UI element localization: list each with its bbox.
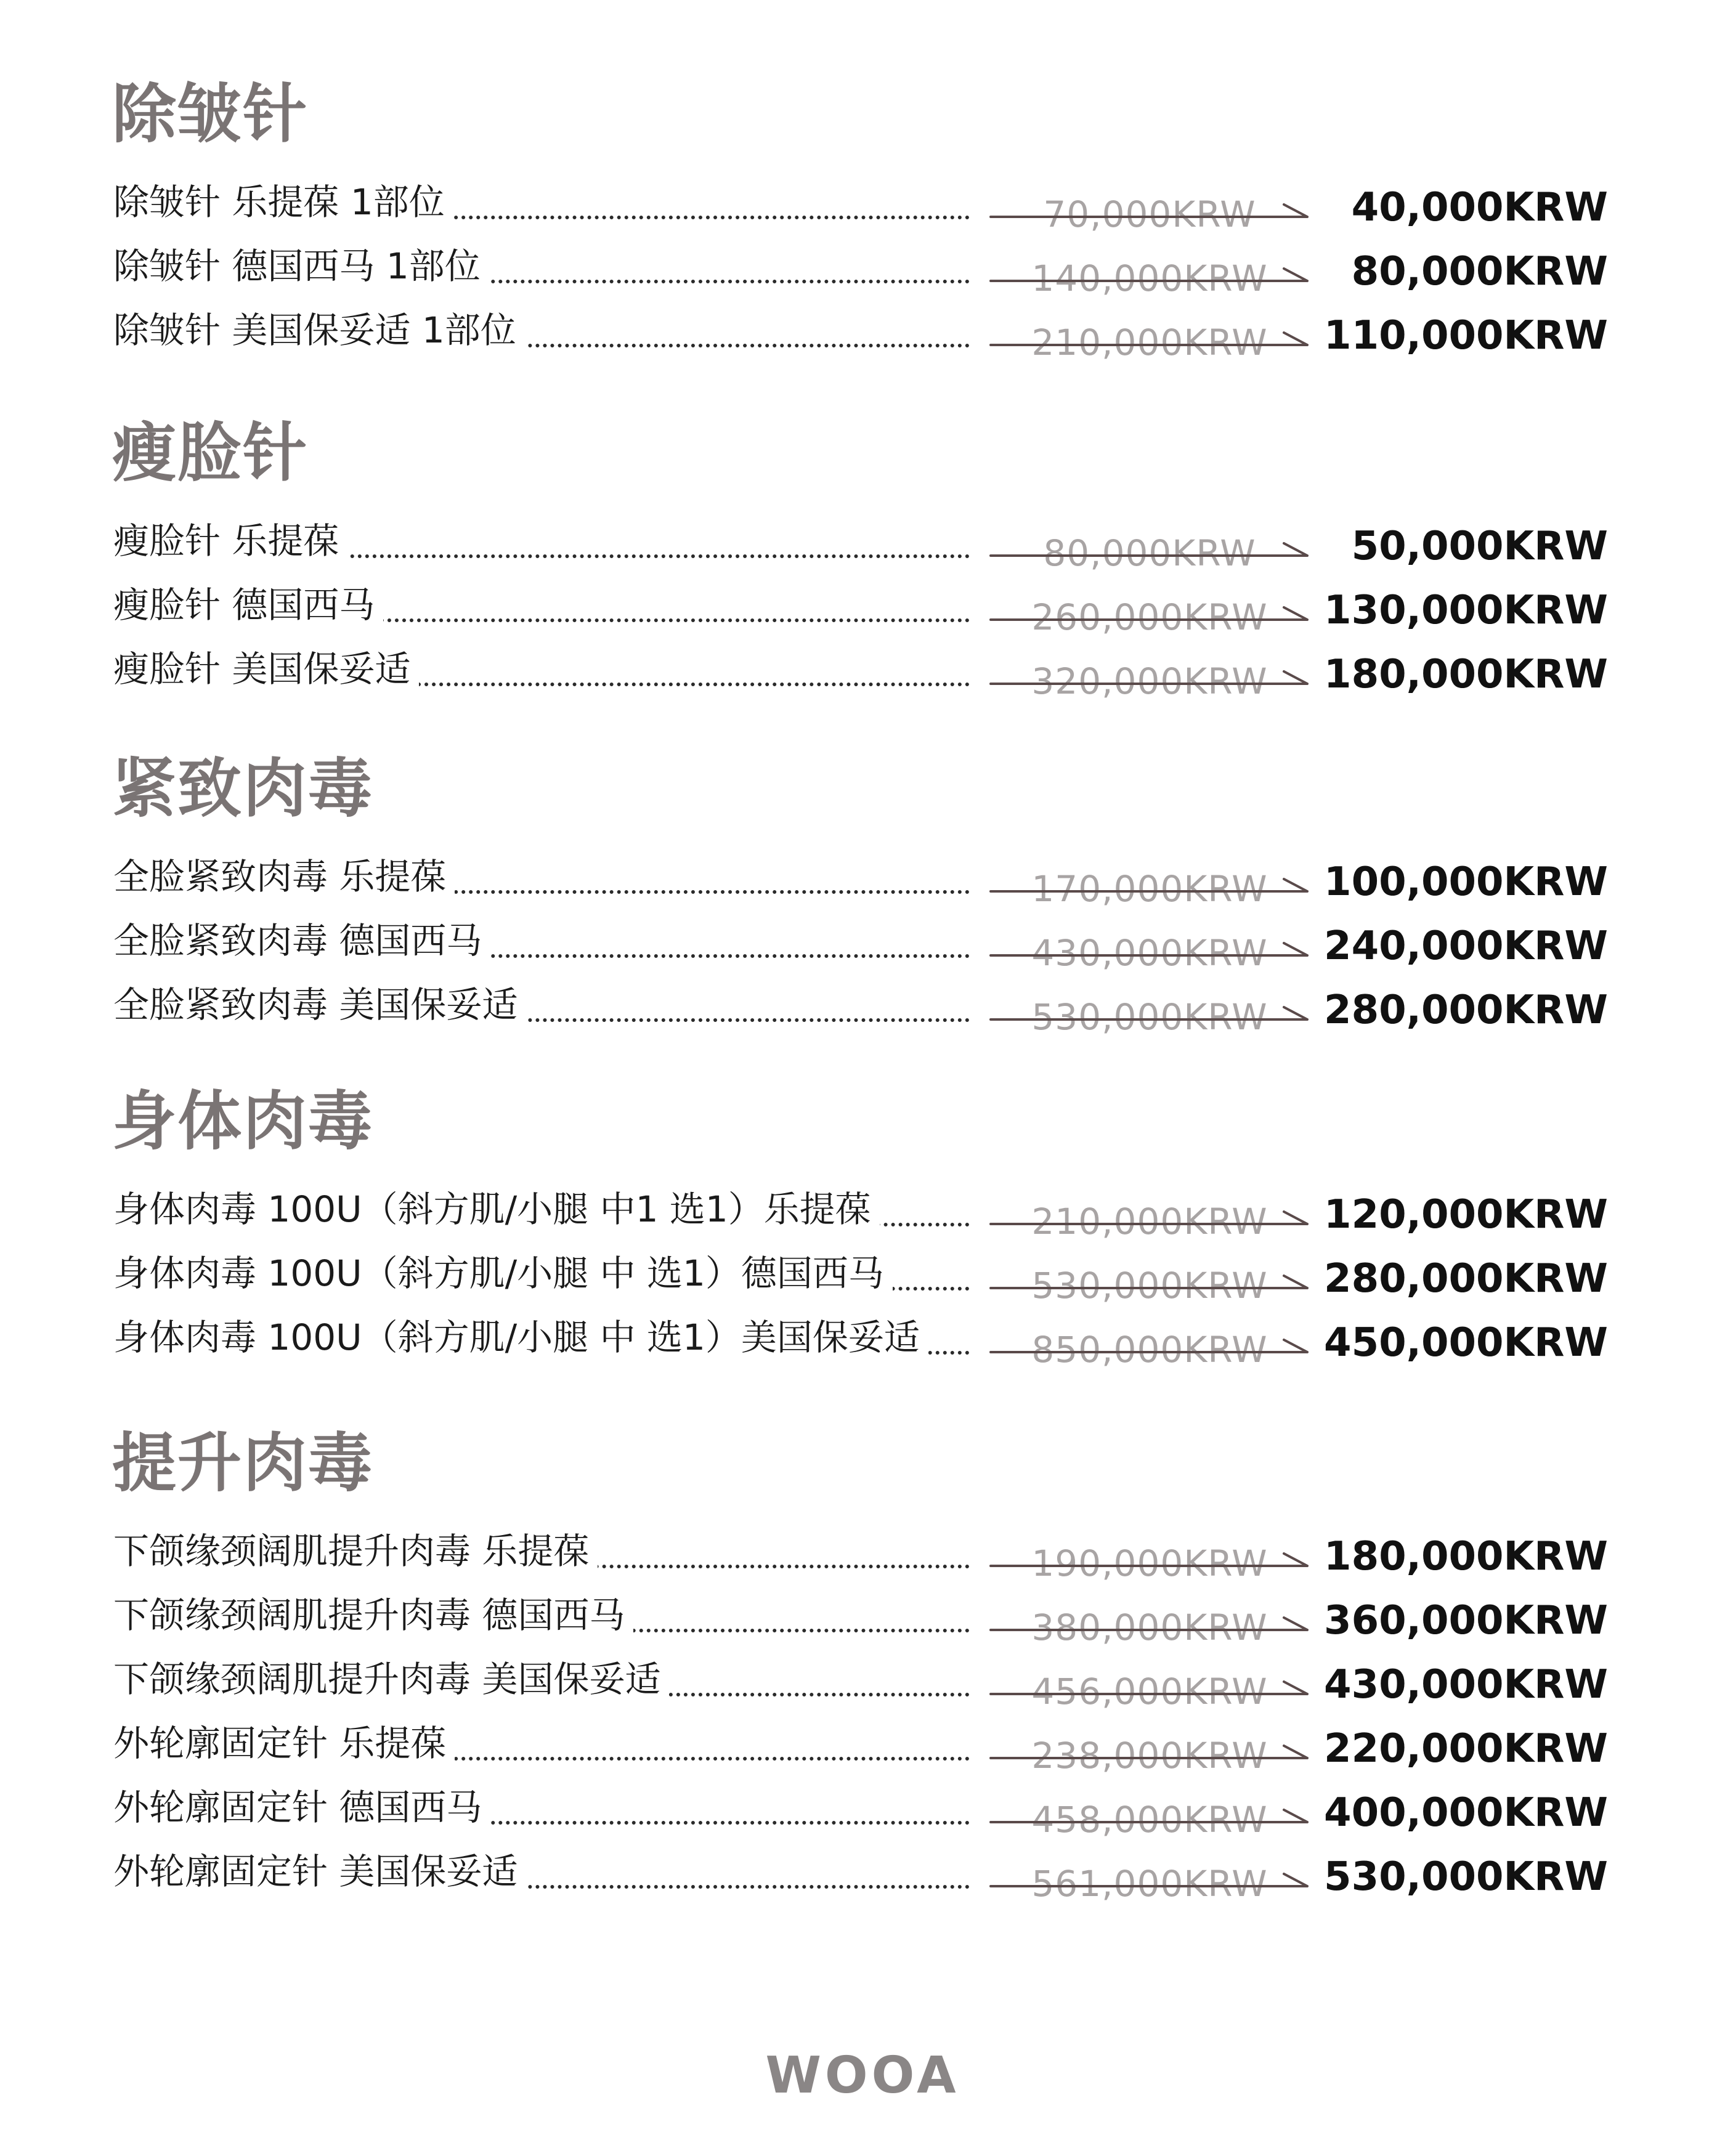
sale-price: 280,000KRW xyxy=(1324,1256,1608,1302)
sale-price: 400,000KRW xyxy=(1324,1790,1608,1836)
original-price xyxy=(989,858,1310,910)
original-price-text: 238,000KRW xyxy=(1031,1735,1268,1777)
original-price-text: 70,000KRW xyxy=(1043,193,1256,235)
strikethrough-arrow-icon xyxy=(989,312,1310,361)
original-price xyxy=(989,1533,1310,1582)
section-title: 紧致肉毒 xyxy=(112,751,374,826)
price-row xyxy=(0,301,1725,365)
brand-logo: WOOA xyxy=(765,2046,960,2105)
original-price-text: 380,000KRW xyxy=(1031,1607,1268,1648)
original-price-text: 430,000KRW xyxy=(1031,932,1268,974)
original-price-text: 170,000KRW xyxy=(1031,868,1268,910)
item-name: 全脸紧致肉毒 美国保妥适 xyxy=(113,980,526,1029)
price-row xyxy=(0,1842,1725,1906)
strikethrough-arrow-icon xyxy=(989,922,1310,971)
original-price xyxy=(989,650,1310,700)
strikethrough-arrow-icon xyxy=(989,1725,1310,1774)
item-name: 外轮廓固定针 美国保妥适 xyxy=(113,1847,526,1896)
item-name: 下颌缘颈阔肌提升肉毒 乐提葆 xyxy=(113,1526,598,1576)
original-price xyxy=(989,922,1310,974)
item-name: 全脸紧致肉毒 乐提葆 xyxy=(113,852,455,901)
sale-price: 530,000KRW xyxy=(1324,1854,1608,1900)
strikethrough-arrow-icon xyxy=(989,986,1310,1035)
sale-price: 120,000KRW xyxy=(1324,1192,1608,1238)
original-price-text: 530,000KRW xyxy=(1031,1265,1268,1307)
original-price-text: 456,000KRW xyxy=(1031,1671,1268,1712)
item-name: 外轮廓固定针 德国西马 xyxy=(113,1783,490,1832)
price-row xyxy=(0,1180,1725,1244)
original-price xyxy=(989,312,1310,361)
original-price-text: 320,000KRW xyxy=(1031,660,1268,702)
sale-price: 220,000KRW xyxy=(1324,1726,1608,1772)
price-row xyxy=(0,1586,1725,1650)
sale-price: 40,000KRW xyxy=(1351,185,1608,230)
original-price-text: 260,000KRW xyxy=(1031,596,1268,638)
original-price xyxy=(989,1661,1310,1710)
strikethrough-arrow-icon xyxy=(989,1789,1310,1838)
original-price xyxy=(989,1789,1310,1841)
sale-price: 360,000KRW xyxy=(1324,1598,1608,1643)
price-row xyxy=(0,575,1725,639)
item-name: 全脸紧致肉毒 德国西马 xyxy=(113,916,490,965)
strikethrough-arrow-icon xyxy=(989,1191,1310,1240)
strikethrough-arrow-icon xyxy=(989,586,1310,636)
sale-price: 180,000KRW xyxy=(1324,1534,1608,1579)
item-name: 外轮廓固定针 乐提葆 xyxy=(113,1719,455,1768)
price-row xyxy=(0,975,1725,1039)
original-price-text: 561,000KRW xyxy=(1031,1863,1268,1905)
item-name: 身体肉毒 100U（斜方肌/小腿 中1 选1）乐提葆 xyxy=(113,1185,880,1234)
price-row xyxy=(0,1714,1725,1778)
sale-price: 240,000KRW xyxy=(1324,923,1608,969)
original-price-text: 140,000KRW xyxy=(1031,257,1268,299)
price-row xyxy=(0,1244,1725,1308)
original-price xyxy=(989,1853,1310,1905)
sale-price: 130,000KRW xyxy=(1324,588,1608,633)
price-row xyxy=(0,847,1725,911)
original-price-text: 80,000KRW xyxy=(1043,532,1256,574)
original-price xyxy=(989,986,1310,1038)
strikethrough-arrow-icon xyxy=(989,248,1310,297)
original-price xyxy=(989,1597,1310,1646)
sale-price: 180,000KRW xyxy=(1324,652,1608,697)
section-title: 除皱针 xyxy=(112,76,309,152)
sale-price: 50,000KRW xyxy=(1351,524,1608,569)
original-price xyxy=(989,1319,1310,1371)
item-name: 下颌缘颈阔肌提升肉毒 德国西马 xyxy=(113,1591,633,1640)
item-name: 除皱针 乐提葆 1部位 xyxy=(113,177,453,227)
price-row xyxy=(0,172,1725,237)
original-price-text: 190,000KRW xyxy=(1031,1542,1268,1584)
sale-price: 100,000KRW xyxy=(1324,859,1608,905)
section-title: 提升肉毒 xyxy=(112,1425,374,1501)
original-price xyxy=(989,1725,1310,1777)
section-title: 瘦脸针 xyxy=(112,415,309,490)
sale-price: 80,000KRW xyxy=(1351,249,1608,294)
item-name: 下颌缘颈阔肌提升肉毒 美国保妥适 xyxy=(113,1655,669,1704)
sale-price: 450,000KRW xyxy=(1324,1320,1608,1366)
sale-price: 430,000KRW xyxy=(1324,1662,1608,1708)
strikethrough-arrow-icon xyxy=(989,858,1310,907)
original-price xyxy=(989,586,1310,636)
strikethrough-arrow-icon xyxy=(989,1853,1310,1902)
price-row xyxy=(0,237,1725,301)
item-name: 瘦脸针 美国保妥适 xyxy=(113,644,419,694)
strikethrough-arrow-icon xyxy=(989,1255,1310,1304)
price-row xyxy=(0,511,1725,575)
original-price xyxy=(989,522,1310,572)
price-row xyxy=(0,1522,1725,1586)
price-row xyxy=(0,1778,1725,1842)
strikethrough-arrow-icon xyxy=(989,184,1310,233)
item-name: 瘦脸针 德国西马 xyxy=(113,580,383,630)
item-name: 除皱针 德国西马 1部位 xyxy=(113,241,489,291)
original-price-text: 210,000KRW xyxy=(1031,1201,1268,1242)
item-name: 身体肉毒 100U（斜方肌/小腿 中 选1）德国西马 xyxy=(113,1249,893,1298)
sale-price: 110,000KRW xyxy=(1324,313,1608,359)
item-name: 身体肉毒 100U（斜方肌/小腿 中 选1）美国保妥适 xyxy=(113,1313,928,1362)
strikethrough-arrow-icon xyxy=(989,650,1310,700)
item-name: 除皱针 美国保妥适 1部位 xyxy=(113,306,525,355)
original-price xyxy=(989,1255,1310,1307)
strikethrough-arrow-icon xyxy=(989,1319,1310,1368)
original-price xyxy=(989,248,1310,297)
strikethrough-arrow-icon xyxy=(989,522,1310,572)
original-price xyxy=(989,184,1310,233)
item-name: 瘦脸针 乐提葆 xyxy=(113,516,347,565)
sale-price: 280,000KRW xyxy=(1324,987,1608,1033)
original-price-text: 458,000KRW xyxy=(1031,1799,1268,1841)
section-title: 身体肉毒 xyxy=(112,1084,374,1159)
price-row xyxy=(0,1650,1725,1714)
original-price xyxy=(989,1191,1310,1240)
strikethrough-arrow-icon xyxy=(989,1597,1310,1646)
strikethrough-arrow-icon xyxy=(989,1661,1310,1710)
price-row xyxy=(0,639,1725,703)
original-price-text: 210,000KRW xyxy=(1031,322,1268,363)
original-price-text: 850,000KRW xyxy=(1031,1329,1268,1371)
price-row xyxy=(0,1308,1725,1372)
price-row xyxy=(0,911,1725,975)
original-price-text: 530,000KRW xyxy=(1031,996,1268,1038)
strikethrough-arrow-icon xyxy=(989,1533,1310,1582)
